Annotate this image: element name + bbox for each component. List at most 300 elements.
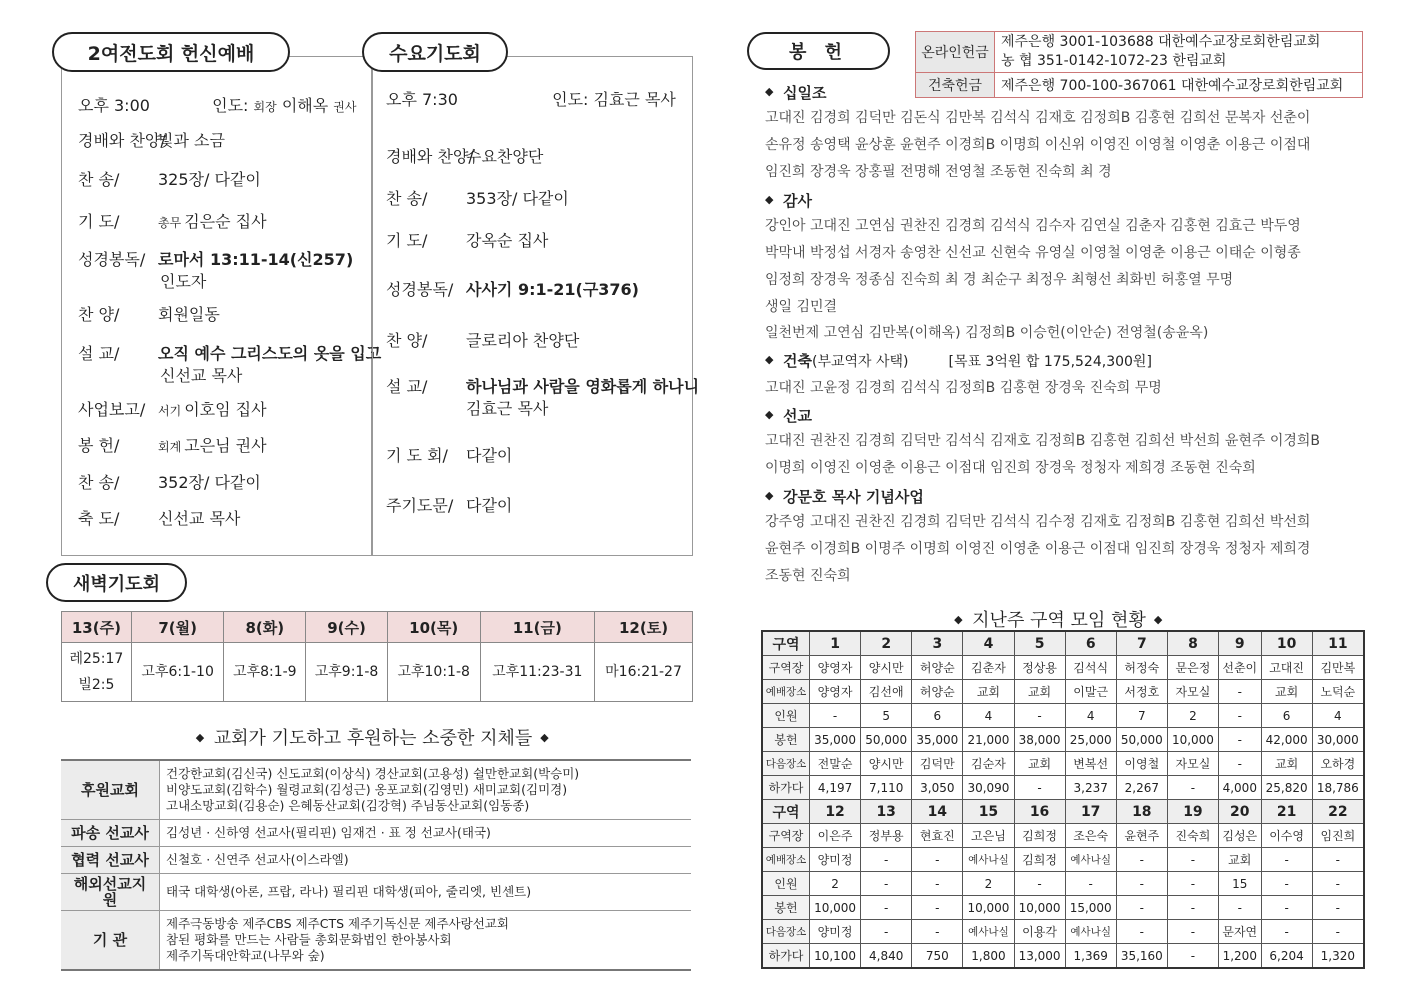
meeting-district-number: 14	[912, 800, 963, 824]
support-row	[61, 847, 691, 874]
meeting-cell: 예사나실	[963, 848, 1014, 872]
offering-names: 생일 김민결	[765, 299, 838, 315]
meeting-district-number: 20	[1219, 800, 1262, 824]
support-lines	[160, 847, 692, 874]
dawn-reading: 레25:17	[69, 651, 124, 667]
meeting-row	[762, 824, 1364, 848]
account-online-label: 온라인헌금	[916, 32, 995, 73]
meeting-cell: -	[1219, 680, 1262, 704]
meeting-district-number: 13	[861, 800, 912, 824]
diamond-icon	[765, 491, 777, 503]
meeting-cell: 10,000	[810, 896, 861, 920]
meeting-district-number: 22	[1312, 800, 1364, 824]
meeting-cell: 42,000	[1261, 728, 1312, 752]
meeting-table	[761, 630, 1365, 969]
meeting-cell: 4,840	[861, 944, 912, 969]
offering-section-extra: (부교역자 사택)	[811, 354, 909, 370]
support-row	[61, 911, 691, 971]
meeting-row-label: 다음장소	[762, 920, 810, 944]
meeting-cell: 10,000	[1167, 728, 1218, 752]
offering-section-title: 십일조	[783, 84, 827, 102]
service2-row-label: 기 도/	[386, 231, 428, 250]
meeting-row-label: 다음장소	[762, 752, 810, 776]
meeting-cell: -	[1312, 896, 1364, 920]
meeting-cell: 예사나실	[1065, 920, 1116, 944]
meeting-cell: 허양순	[912, 656, 963, 680]
meeting-cell: 교회	[1014, 752, 1065, 776]
meeting-cell: -	[1167, 944, 1218, 969]
meeting-cell: 이영철	[1116, 752, 1167, 776]
service1-row-label: 사업보고/	[78, 400, 146, 419]
meeting-cell: 자모실	[1167, 752, 1218, 776]
meeting-title: 지난주 구역 모임 현황	[972, 610, 1146, 631]
meeting-district-number: 2	[861, 631, 912, 656]
support-row	[61, 874, 691, 911]
service2-box	[372, 56, 693, 556]
meeting-row-label: 구역장	[762, 656, 810, 680]
meeting-district-number: 4	[963, 631, 1014, 656]
service2-row-value: 353장/ 다같이	[466, 189, 569, 208]
meeting-cell: 1,200	[1219, 944, 1262, 969]
meeting-cell: 양영자	[810, 680, 861, 704]
meeting-cell: 진숙희	[1167, 824, 1218, 848]
account-building-line: 제주은행 700-100-367061 대한예수교장로회한림교회	[995, 73, 1363, 98]
offering-section-heading	[765, 405, 812, 426]
service2-title: 수요기도회	[362, 32, 508, 72]
offering-names: 이명희 이영진 이영춘 이용근 이점대 임진희 장경욱 정청자 제희경 조동현 진숙희	[765, 460, 1256, 476]
dawn-reading: 고후10:1-8	[397, 664, 470, 680]
meeting-cell: 허양순	[912, 680, 963, 704]
meeting-cell: 김석식	[1065, 656, 1116, 680]
service2-row-value: 하나님과 사람을 영화롭게 하나니	[466, 377, 700, 396]
account-building-label: 건축헌금	[916, 73, 995, 98]
meeting-corner: 구역	[762, 800, 810, 824]
meeting-cell: 4	[963, 704, 1014, 728]
offering-names: 임진희 장경욱 장홍필 전명해 전영철 조동현 진숙희 최 경	[765, 164, 1112, 180]
meeting-cell: 이용각	[1014, 920, 1065, 944]
meeting-cell: 김희정	[1014, 824, 1065, 848]
meeting-cell: 35,000	[912, 728, 963, 752]
service2-row	[386, 496, 512, 516]
dawn-day-header: 11(금)	[480, 612, 595, 643]
dawn-reading-cell	[480, 643, 595, 702]
meeting-row-label: 하가다	[762, 944, 810, 969]
meeting-cell: 35,000	[810, 728, 861, 752]
service1-row	[78, 170, 261, 190]
meeting-cell: 50,000	[861, 728, 912, 752]
account-online-lines	[995, 32, 1363, 73]
dawn-reading-cell	[595, 643, 693, 702]
meeting-cell: -	[1167, 848, 1218, 872]
meeting-cell: 6	[912, 704, 963, 728]
dawn-day-header: 13(주)	[62, 612, 132, 643]
meeting-row	[762, 728, 1364, 752]
support-key: 파송 선교사	[61, 820, 160, 847]
meeting-cell: -	[1116, 848, 1167, 872]
meeting-cell: -	[1116, 920, 1167, 944]
meeting-cell: 김희정	[1014, 848, 1065, 872]
service1-title: 2여전도회 헌신예배	[52, 32, 290, 72]
diamond-icon	[765, 410, 777, 422]
meeting-cell: 15	[1219, 872, 1262, 896]
meeting-district-number: 12	[810, 800, 861, 824]
service1-row-label: 성경봉독/	[78, 250, 146, 269]
service1-row	[78, 344, 381, 364]
dawn-reading: 빌2:5	[78, 677, 115, 693]
meeting-cell: 교회	[1261, 680, 1312, 704]
service1-row-value: 빛과 소금	[158, 131, 225, 150]
meeting-corner: 구역	[762, 631, 810, 656]
meeting-cell: 자모실	[1167, 680, 1218, 704]
offering-names: 박막내 박정섭 서경자 송영찬 신선교 신현숙 유영실 이영철 이영춘 이용근 이태순 이형종	[765, 245, 1301, 261]
meeting-cell: 김덕만	[912, 752, 963, 776]
meeting-cell: 김순자	[963, 752, 1014, 776]
offering-section-heading	[765, 82, 826, 103]
meeting-cell: -	[1167, 896, 1218, 920]
meeting-cell: 임진희	[1312, 824, 1364, 848]
meeting-cell: 21,000	[963, 728, 1014, 752]
service2-row-label: 기 도 회/	[386, 446, 448, 465]
diamond-icon	[1154, 615, 1166, 627]
service1-row-value: 로마서 13:11-14(신257)	[158, 250, 354, 269]
service2-row	[386, 377, 699, 397]
meeting-cell: -	[912, 848, 963, 872]
meeting-cell: 김성은	[1219, 824, 1262, 848]
dawn-reading-cell	[306, 643, 388, 702]
service1-row-value: 김은순 집사	[184, 212, 267, 231]
service2-row-value: 글로리아 찬양단	[466, 331, 580, 350]
support-lines	[160, 760, 692, 820]
dawn-day-header: 10(목)	[387, 612, 480, 643]
meeting-header-row	[762, 800, 1364, 824]
meeting-cell: -	[1014, 776, 1065, 800]
meeting-cell: 변복선	[1065, 752, 1116, 776]
offering-names: 윤현주 이경희B 이명주 이명희 이영진 이영춘 이용근 이점대 임진희 장경욱 정청자 제희경	[765, 541, 1311, 557]
meeting-cell: -	[1261, 920, 1312, 944]
offering-section-title: 선교	[783, 407, 812, 425]
meeting-district-number: 19	[1167, 800, 1218, 824]
support-heading	[61, 724, 693, 750]
dawn-reading-cell	[62, 643, 132, 702]
meeting-district-number: 17	[1065, 800, 1116, 824]
service2-row-value: 강옥순 집사	[466, 231, 549, 250]
support-row	[61, 820, 691, 847]
account-online-line: 제주은행 3001-103688 대한예수교장로회한림교회	[1001, 34, 1321, 50]
support-line: 김성년 · 신하영 선교사(필리핀) 임재건 · 표 정 선교사(태국)	[166, 825, 491, 840]
meeting-row-label: 봉헌	[762, 896, 810, 920]
dawn-day-header: 9(수)	[306, 612, 388, 643]
meeting-cell: -	[1014, 704, 1065, 728]
diamond-icon	[196, 733, 208, 745]
meeting-cell: 문은정	[1167, 656, 1218, 680]
service1-row-role: 총무	[158, 216, 182, 230]
meeting-cell: -	[1261, 872, 1312, 896]
offering-names: 일천번제 고연심 김만복(이해옥) 김정희B 이승헌(이안순) 전영철(송윤옥)	[765, 325, 1209, 341]
meeting-cell: -	[861, 872, 912, 896]
meeting-district-number: 1	[810, 631, 861, 656]
meeting-cell: 교회	[1261, 752, 1312, 776]
service1-row-label: 설 교/	[78, 344, 120, 363]
service1-row	[78, 250, 353, 270]
meeting-cell: 양미정	[810, 848, 861, 872]
meeting-cell: 50,000	[1116, 728, 1167, 752]
diamond-icon	[540, 733, 552, 745]
meeting-cell: -	[1219, 896, 1262, 920]
support-line: 제주극동방송 제주CBS 제주CTS 제주기독신문 제주사랑선교회	[166, 916, 509, 931]
meeting-cell: 양미정	[810, 920, 861, 944]
offering-section-title: 감사	[783, 192, 812, 210]
meeting-cell: 6,204	[1261, 944, 1312, 969]
meeting-district-number: 18	[1116, 800, 1167, 824]
meeting-cell: 노덕순	[1312, 680, 1364, 704]
meeting-row-label: 예배장소	[762, 680, 810, 704]
service2-row-label: 찬 양/	[386, 331, 428, 350]
support-key: 협력 선교사	[61, 847, 160, 874]
support-line: 건강한교회(김신국) 신도교회(이상식) 경산교회(고용성) 쉴만한교회(박승미)	[166, 766, 580, 781]
meeting-cell: 이수영	[1261, 824, 1312, 848]
support-key: 해외선교지원	[61, 874, 160, 911]
service1-row-value: 325장/ 다같이	[158, 170, 261, 189]
meeting-cell: 전말순	[810, 752, 861, 776]
meeting-cell: 고은님	[963, 824, 1014, 848]
meeting-district-number: 11	[1312, 631, 1364, 656]
meeting-row	[762, 680, 1364, 704]
meeting-cell: 예사나실	[1065, 848, 1116, 872]
offering-names: 강인아 고대진 고연심 권찬진 김경희 김석식 김수자 김연실 김춘자 김홍현 김효근 박두영	[765, 218, 1301, 234]
service1-row-label: 경배와 찬양/	[78, 131, 166, 150]
meeting-cell: 4	[1065, 704, 1116, 728]
service1-row-label: 찬 송/	[78, 473, 120, 492]
meeting-cell: 교회	[1219, 848, 1262, 872]
meeting-cell: 6	[1261, 704, 1312, 728]
meeting-district-number: 16	[1014, 800, 1065, 824]
building-goal: [목표 3억원 합 175,524,300원]	[948, 354, 1152, 370]
meeting-cell: 서정호	[1116, 680, 1167, 704]
meeting-row-label: 인원	[762, 704, 810, 728]
support-line: 참된 평화를 만드는 사람들 총회문화법인 한아봉사회	[166, 932, 452, 947]
meeting-cell: -	[912, 896, 963, 920]
support-row	[61, 760, 691, 820]
support-lines	[160, 911, 692, 971]
meeting-cell: 1,800	[963, 944, 1014, 969]
support-line: 비양도교회(김학수) 월령교회(김성근) 옹포교회(김영민) 새미교회(김미경)	[166, 782, 568, 797]
meeting-cell: -	[1116, 896, 1167, 920]
meeting-cell: 허정숙	[1116, 656, 1167, 680]
meeting-cell: 7	[1116, 704, 1167, 728]
meeting-cell: 예사나실	[963, 920, 1014, 944]
service2-row	[386, 231, 548, 251]
meeting-cell: 현효진	[912, 824, 963, 848]
meeting-cell: 1,320	[1312, 944, 1364, 969]
meeting-cell: 25,820	[1261, 776, 1312, 800]
service1-row-label: 찬 양/	[78, 305, 120, 324]
dawn-reading-cell	[131, 643, 224, 702]
offering-names: 고대진 고윤정 김경희 김석식 김정희B 김홍현 장경욱 진숙희 무명	[765, 380, 1162, 396]
meeting-cell: -	[861, 920, 912, 944]
support-key: 기 관	[61, 911, 160, 971]
service2-row-value: 사사기 9:1-21(구376)	[466, 280, 639, 299]
dawn-title: 새벽기도회	[46, 563, 187, 602]
service1-row-value: 회원일동	[158, 305, 220, 324]
service2-row-value: 다같이	[466, 446, 513, 465]
service1-row-label: 찬 송/	[78, 170, 120, 189]
service1-time-row	[78, 96, 356, 117]
service2-row-label: 찬 송/	[386, 189, 428, 208]
meeting-cell: 선춘이	[1219, 656, 1262, 680]
service2-row	[386, 147, 543, 167]
service1-row	[78, 509, 240, 529]
meeting-cell: -	[861, 896, 912, 920]
meeting-cell: 오하경	[1312, 752, 1364, 776]
meeting-district-number: 15	[963, 800, 1014, 824]
meeting-cell: 2	[1167, 704, 1218, 728]
meeting-cell: 2	[963, 872, 1014, 896]
meeting-district-number: 10	[1261, 631, 1312, 656]
meeting-district-number: 6	[1065, 631, 1116, 656]
service1-row-role: 서기	[158, 404, 182, 418]
meeting-cell: 15,000	[1065, 896, 1116, 920]
service2-row	[386, 189, 569, 209]
support-line: 신철호 · 신연주 선교사(이스라엘)	[166, 852, 349, 867]
meeting-row	[762, 704, 1364, 728]
meeting-row	[762, 896, 1364, 920]
meeting-cell: 3,237	[1065, 776, 1116, 800]
meeting-cell: 35,160	[1116, 944, 1167, 969]
meeting-cell: 10,000	[1014, 896, 1065, 920]
meeting-cell: 4,197	[810, 776, 861, 800]
service1-time: 오후 3:00	[78, 96, 150, 115]
diamond-icon	[765, 195, 777, 207]
meeting-cell: 2	[810, 872, 861, 896]
service1-row-role: 회계	[158, 440, 182, 454]
account-table	[915, 31, 1363, 98]
meeting-cell: -	[1312, 848, 1364, 872]
meeting-cell: -	[1219, 752, 1262, 776]
meeting-cell: 문자연	[1219, 920, 1262, 944]
dawn-table	[61, 611, 693, 702]
meeting-row-label: 하가다	[762, 776, 810, 800]
meeting-cell: 13,000	[1014, 944, 1065, 969]
meeting-cell: 25,000	[1065, 728, 1116, 752]
meeting-cell: -	[861, 848, 912, 872]
service2-row-sub: 김효근 목사	[466, 399, 549, 418]
dawn-reading-cell	[224, 643, 306, 702]
meeting-cell: 이말근	[1065, 680, 1116, 704]
meeting-row-label: 구역장	[762, 824, 810, 848]
service2-row	[386, 280, 639, 300]
dawn-reading: 마16:21-27	[605, 664, 682, 680]
dawn-day-header: 7(월)	[131, 612, 224, 643]
meeting-cell: -	[1219, 704, 1262, 728]
meeting-cell: 양시만	[861, 752, 912, 776]
meeting-cell: 양시만	[861, 656, 912, 680]
service2-row-label: 경배와 찬양/	[386, 147, 474, 166]
meeting-cell: 1,369	[1065, 944, 1116, 969]
meeting-row-label: 인원	[762, 872, 810, 896]
meeting-row	[762, 752, 1364, 776]
offering-section-title: 강문호 목사 기념사업	[783, 488, 924, 506]
offering-names: 임정희 장경욱 정종심 진숙희 최 경 최순구 최정우 최형선 최화빈 허홍열 무명	[765, 272, 1234, 288]
dawn-reading-cell	[387, 643, 480, 702]
service1-row-value: 352장/ 다같이	[158, 473, 261, 492]
service2-time-row	[386, 90, 676, 110]
meeting-cell: -	[912, 920, 963, 944]
account-online-line: 농 협 351-0142-1072-23 한림교회	[1001, 53, 1227, 69]
service1-row-label: 축 도/	[78, 509, 120, 528]
service1-row-value: 이호임 집사	[184, 400, 267, 419]
meeting-row-label: 봉헌	[762, 728, 810, 752]
meeting-district-number: 7	[1116, 631, 1167, 656]
service2-row-label: 성경봉독/	[386, 280, 454, 299]
meeting-heading	[761, 606, 1365, 632]
meeting-cell: 750	[912, 944, 963, 969]
service1-row	[78, 436, 267, 457]
service2-row-value: 수요찬양단	[466, 147, 544, 166]
meeting-cell: 2,267	[1116, 776, 1167, 800]
offering-names: 조동현 진숙희	[765, 568, 851, 584]
meeting-cell: 정부용	[861, 824, 912, 848]
dawn-reading: 고후6:1-10	[141, 664, 214, 680]
dawn-day-header: 12(토)	[595, 612, 693, 643]
meeting-cell: 교회	[963, 680, 1014, 704]
meeting-district-number: 5	[1014, 631, 1065, 656]
meeting-cell: 김춘자	[963, 656, 1014, 680]
service1-row-value: 신선교 목사	[158, 509, 241, 528]
meeting-cell: -	[1261, 848, 1312, 872]
meeting-cell: -	[1065, 872, 1116, 896]
meeting-row	[762, 776, 1364, 800]
support-line: 태국 대학생(아론, 프랍, 라나) 필리핀 대학생(피아, 줄리엣, 빈센트)	[166, 884, 532, 899]
service2-row	[386, 446, 512, 466]
service2-row	[386, 331, 579, 351]
service1-row-value: 오직 예수 그리스도의 옷을 입고	[158, 344, 382, 363]
meeting-cell: -	[1312, 920, 1364, 944]
service2-row-value: 다같이	[466, 496, 513, 515]
offering-title: 봉 헌	[747, 32, 890, 70]
meeting-cell: 양영자	[810, 656, 861, 680]
meeting-cell: 30,000	[1312, 728, 1364, 752]
meeting-cell: 7,110	[861, 776, 912, 800]
meeting-cell: -	[912, 872, 963, 896]
offering-section-title: 건축	[783, 352, 812, 370]
service2-row-label: 주기도문/	[386, 496, 454, 515]
meeting-cell: 18,786	[1312, 776, 1364, 800]
meeting-cell: 30,090	[963, 776, 1014, 800]
meeting-cell: -	[1167, 776, 1218, 800]
meeting-cell: 조은숙	[1065, 824, 1116, 848]
meeting-cell: 윤현주	[1116, 824, 1167, 848]
service2-time: 오후 7:30	[386, 90, 458, 109]
service2-leader: 인도: 김효근 목사	[552, 90, 676, 109]
diamond-icon	[765, 355, 777, 367]
meeting-row	[762, 848, 1364, 872]
meeting-cell: 5	[861, 704, 912, 728]
service1-row	[78, 131, 225, 151]
support-line: 고내소망교회(김용순) 은혜동산교회(김강혁) 주님동산교회(임동종)	[166, 798, 530, 813]
offering-names: 고대진 김경희 김덕만 김돈식 김만복 김석식 김재호 김정희B 김홍현 김희선 문복자 선춘이	[765, 110, 1311, 126]
offering-section-heading	[765, 350, 1152, 371]
meeting-cell: 김선애	[861, 680, 912, 704]
meeting-row	[762, 920, 1364, 944]
meeting-cell: 10,000	[963, 896, 1014, 920]
meeting-cell: 38,000	[1014, 728, 1065, 752]
meeting-row	[762, 656, 1364, 680]
diamond-icon	[954, 615, 966, 627]
meeting-header-row	[762, 631, 1364, 656]
offering-section-heading	[765, 486, 924, 507]
meeting-cell: -	[1014, 872, 1065, 896]
service1-row-label: 기 도/	[78, 212, 120, 231]
